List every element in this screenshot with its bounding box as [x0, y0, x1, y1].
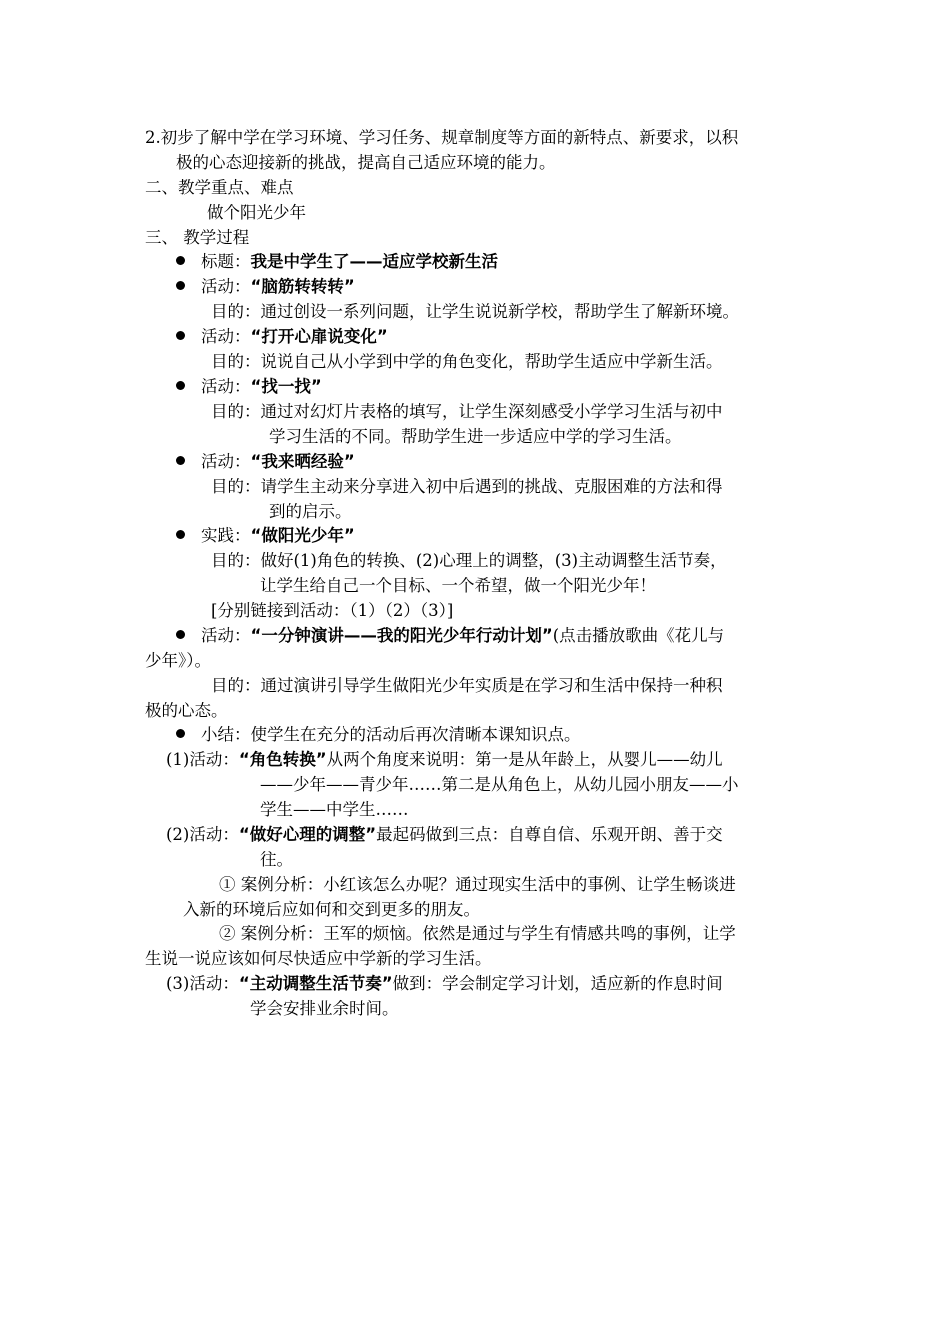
summary-point-3	[166, 972, 723, 996]
item-label: 活动：	[201, 377, 251, 396]
bullet-icon	[176, 530, 185, 539]
bullet-icon	[176, 256, 185, 265]
activity-name: “找一找”	[250, 377, 322, 396]
activity-3-goal-line1: 目的：通过对幻灯片表格的填写，让学生深刻感受小学学习生活与初中	[211, 402, 723, 421]
item-label: 活动：	[201, 626, 251, 645]
list-item-activity-4	[176, 450, 355, 474]
summary-point-1-line3: 学生——中学生……	[260, 800, 409, 819]
point-name: “做好心理的调整”	[238, 825, 377, 844]
activity-name: “一分钟演讲——我的阳光少年行动计划”	[250, 626, 553, 645]
activity-name: “我来晒经验”	[250, 452, 355, 471]
item-label: 活动：	[201, 277, 251, 296]
activity-name: “脑筋转转转”	[250, 277, 355, 296]
item-label: 活动：	[201, 327, 251, 346]
summary-point-3-line2: 学会安排业余时间。	[250, 999, 399, 1018]
item-label: 活动：	[201, 452, 251, 471]
list-item-activity-3	[176, 375, 322, 399]
section-heading-process: 三、 教学过程	[145, 228, 250, 247]
practice-activity-links[interactable]: [分别链接到活动：（1）（2）（3）]	[211, 601, 454, 620]
point-name: “角色转换”	[238, 750, 327, 769]
activity-5-line2: 少年》）。	[145, 651, 211, 670]
list-item-practice	[176, 524, 355, 548]
practice-goal-line2: 让学生给自己一个目标、一个希望，做一个阳光少年！	[260, 576, 656, 595]
key-point-text: 做个阳光少年	[207, 203, 306, 222]
case-1-line1: ① 案例分析：小红该怎么办呢？通过现实生活中的事例、让学生畅谈进	[219, 875, 736, 894]
bullet-icon	[176, 331, 185, 340]
case-1-line2: 入新的环境后应如何和交到更多的朋友。	[183, 900, 480, 919]
item-label: 实践：	[201, 526, 251, 545]
activity-4-goal-line2: 到的启示。	[269, 502, 352, 521]
bullet-icon	[176, 456, 185, 465]
activity-2-goal: 目的：说说自己从小学到中学的角色变化，帮助学生适应中学新生活。	[211, 352, 723, 371]
point-text: 从两个角度来说明：第一是从年龄上，从婴儿——幼儿	[326, 750, 723, 769]
activity-5-goal-line1: 目的：通过演讲引导学生做阳光少年实质是在学习和生活中保持一种积	[211, 676, 723, 695]
summary-point-1	[166, 748, 723, 772]
objective-2-line1: 2.初步了解中学在学习环境、学习任务、规章制度等方面的新特点、新要求，以积	[145, 128, 739, 147]
case-2-line2: 生说一说应该如何尽快适应中学新的学习生活。	[145, 949, 492, 968]
list-item-summary	[176, 723, 581, 747]
activity-4-goal-line1: 目的：请学生主动来分享进入初中后遇到的挑战、克服困难的方法和得	[211, 477, 723, 496]
summary-point-2-line2: 往。	[260, 850, 293, 869]
list-item-activity-2	[176, 325, 388, 349]
section-heading-key-points: 二、教学重点、难点	[145, 178, 294, 197]
activity-5-goal-line2: 极的心态。	[145, 701, 228, 720]
activity-3-goal-line2: 学习生活的不同。帮助学生进一步适应中学的学习生活。	[269, 427, 682, 446]
point-name: “主动调整生活节奏”	[238, 974, 393, 993]
point-label: (1)活动：	[166, 750, 239, 769]
practice-goal-line1: 目的：做好(1)角色的转换、(2)心理上的调整，(3)主动调整生活节奏，	[211, 551, 727, 570]
list-item-title	[176, 250, 498, 274]
bullet-icon	[176, 630, 185, 639]
activity-name: “打开心扉说变化”	[250, 327, 388, 346]
bullet-icon	[176, 729, 185, 738]
activity-1-goal: 目的：通过创设一系列问题，让学生说说新学校，帮助学生了解新环境。	[211, 302, 739, 321]
list-item-activity-1	[176, 275, 355, 299]
play-song-link[interactable]: (点击播放歌曲《花儿与	[552, 626, 725, 645]
summary-text: 小结：使学生在充分的活动后再次清晰本课知识点。	[201, 725, 581, 744]
bullet-icon	[176, 281, 185, 290]
case-2-line1: ② 案例分析：王军的烦恼。依然是通过与学生有情感共鸣的事例，让学	[219, 924, 736, 943]
point-label: (2)活动：	[166, 825, 239, 844]
point-label: (3)活动：	[166, 974, 239, 993]
summary-point-1-line2: ——少年——青少年……第二是从角色上，从幼儿园小朋友——小	[260, 775, 739, 794]
list-item-activity-5	[176, 624, 724, 648]
summary-point-2	[166, 823, 723, 847]
point-text: 最起码做到三点：自尊自信、乐观开朗、善于交	[376, 825, 723, 844]
title-text: 我是中学生了——适应学校新生活	[250, 252, 498, 271]
point-text: 做到：学会制定学习计划，适应新的作息时间	[392, 974, 723, 993]
bullet-icon	[176, 381, 185, 390]
practice-name: “做阳光少年”	[250, 526, 355, 545]
objective-2-line2: 极的心态迎接新的挑战，提高自己适应环境的能力。	[176, 153, 556, 172]
item-label: 标题：	[201, 252, 251, 271]
